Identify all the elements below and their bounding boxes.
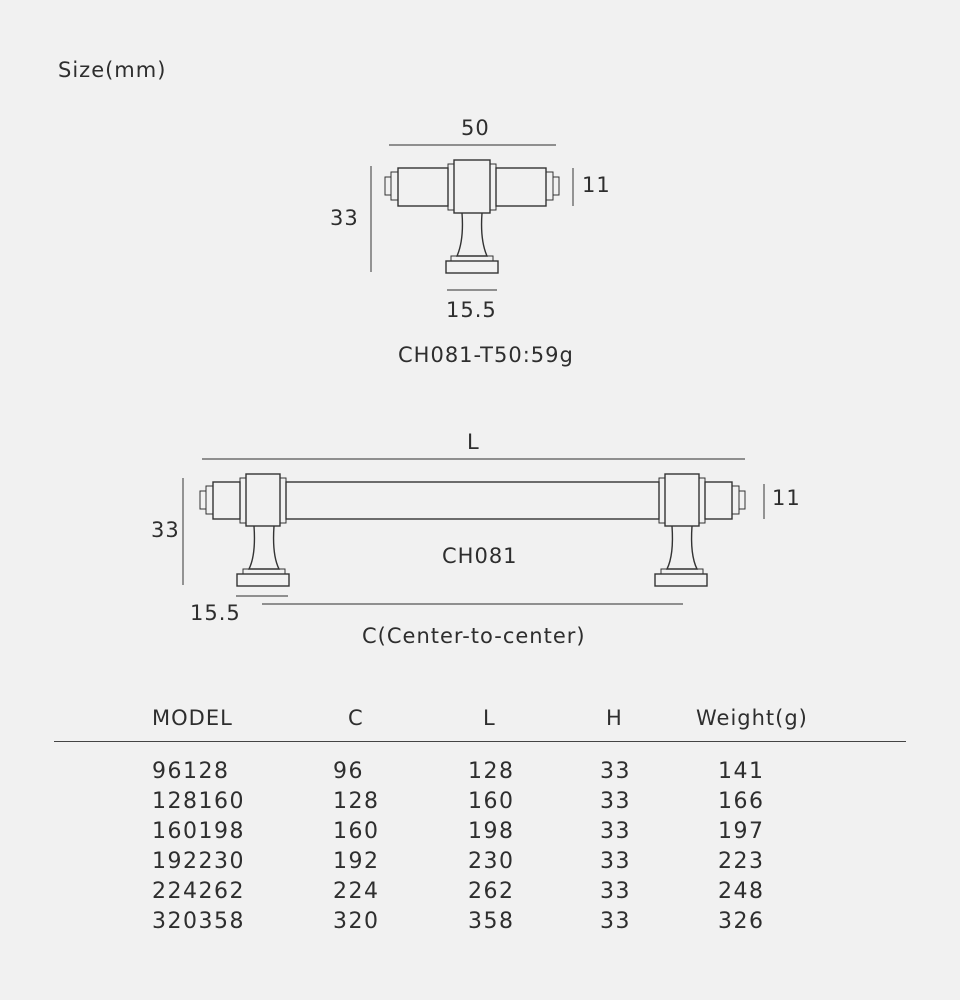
table-row	[0, 879, 960, 909]
cell-model: 160198	[152, 819, 245, 844]
cell-h: 33	[600, 819, 631, 844]
cell-l: 198	[468, 819, 515, 844]
table-row	[0, 789, 960, 819]
tknob-base-label: 15.5	[446, 298, 497, 322]
cell-model: 320358	[152, 909, 245, 934]
handle-model-label: CH081	[442, 544, 518, 568]
handle-diameter-label: 11	[772, 486, 801, 510]
cell-model: 224262	[152, 879, 245, 904]
cell-h: 33	[600, 849, 631, 874]
cell-h: 33	[600, 879, 631, 904]
table-header-row	[0, 706, 960, 736]
table-row	[0, 819, 960, 849]
cell-weight: 197	[718, 819, 765, 844]
cell-model: 192230	[152, 849, 245, 874]
cell-c: 160	[333, 819, 380, 844]
table-row	[0, 909, 960, 939]
cell-c: 96	[333, 759, 364, 784]
cell-l: 128	[468, 759, 515, 784]
header-h: H	[606, 706, 623, 730]
table-row	[0, 849, 960, 879]
cell-l: 262	[468, 879, 515, 904]
cell-weight: 223	[718, 849, 765, 874]
cell-h: 33	[600, 759, 631, 784]
cell-model: 128160	[152, 789, 245, 814]
header-c: C	[348, 706, 364, 730]
cell-l: 230	[468, 849, 515, 874]
handle-drawing	[183, 459, 764, 604]
handle-length-label: L	[467, 430, 480, 454]
size-title: Size(mm)	[58, 58, 167, 82]
cell-h: 33	[600, 789, 631, 814]
tknob-drawing	[371, 145, 573, 290]
handle-height-label: 33	[151, 518, 180, 542]
cell-h: 33	[600, 909, 631, 934]
cell-weight: 326	[718, 909, 765, 934]
cell-c: 224	[333, 879, 380, 904]
cell-model: 96128	[152, 759, 230, 784]
cell-l: 160	[468, 789, 515, 814]
cell-c: 128	[333, 789, 380, 814]
cell-c: 320	[333, 909, 380, 934]
cell-weight: 141	[718, 759, 765, 784]
cell-c: 192	[333, 849, 380, 874]
tknob-caption: CH081-T50:59g	[398, 343, 574, 367]
cell-weight: 248	[718, 879, 765, 904]
header-weight: Weight(g)	[696, 706, 808, 730]
table-divider	[54, 741, 906, 742]
cell-l: 358	[468, 909, 515, 934]
header-l: L	[483, 706, 496, 730]
handle-center-label: C(Center-to-center)	[362, 624, 586, 648]
cell-weight: 166	[718, 789, 765, 814]
tknob-height-label: 33	[330, 206, 359, 230]
handle-base-label: 15.5	[190, 601, 241, 625]
tknob-width-label: 50	[461, 116, 490, 140]
table-row	[0, 759, 960, 789]
header-model: MODEL	[152, 706, 233, 730]
tknob-diameter-label: 11	[582, 173, 611, 197]
